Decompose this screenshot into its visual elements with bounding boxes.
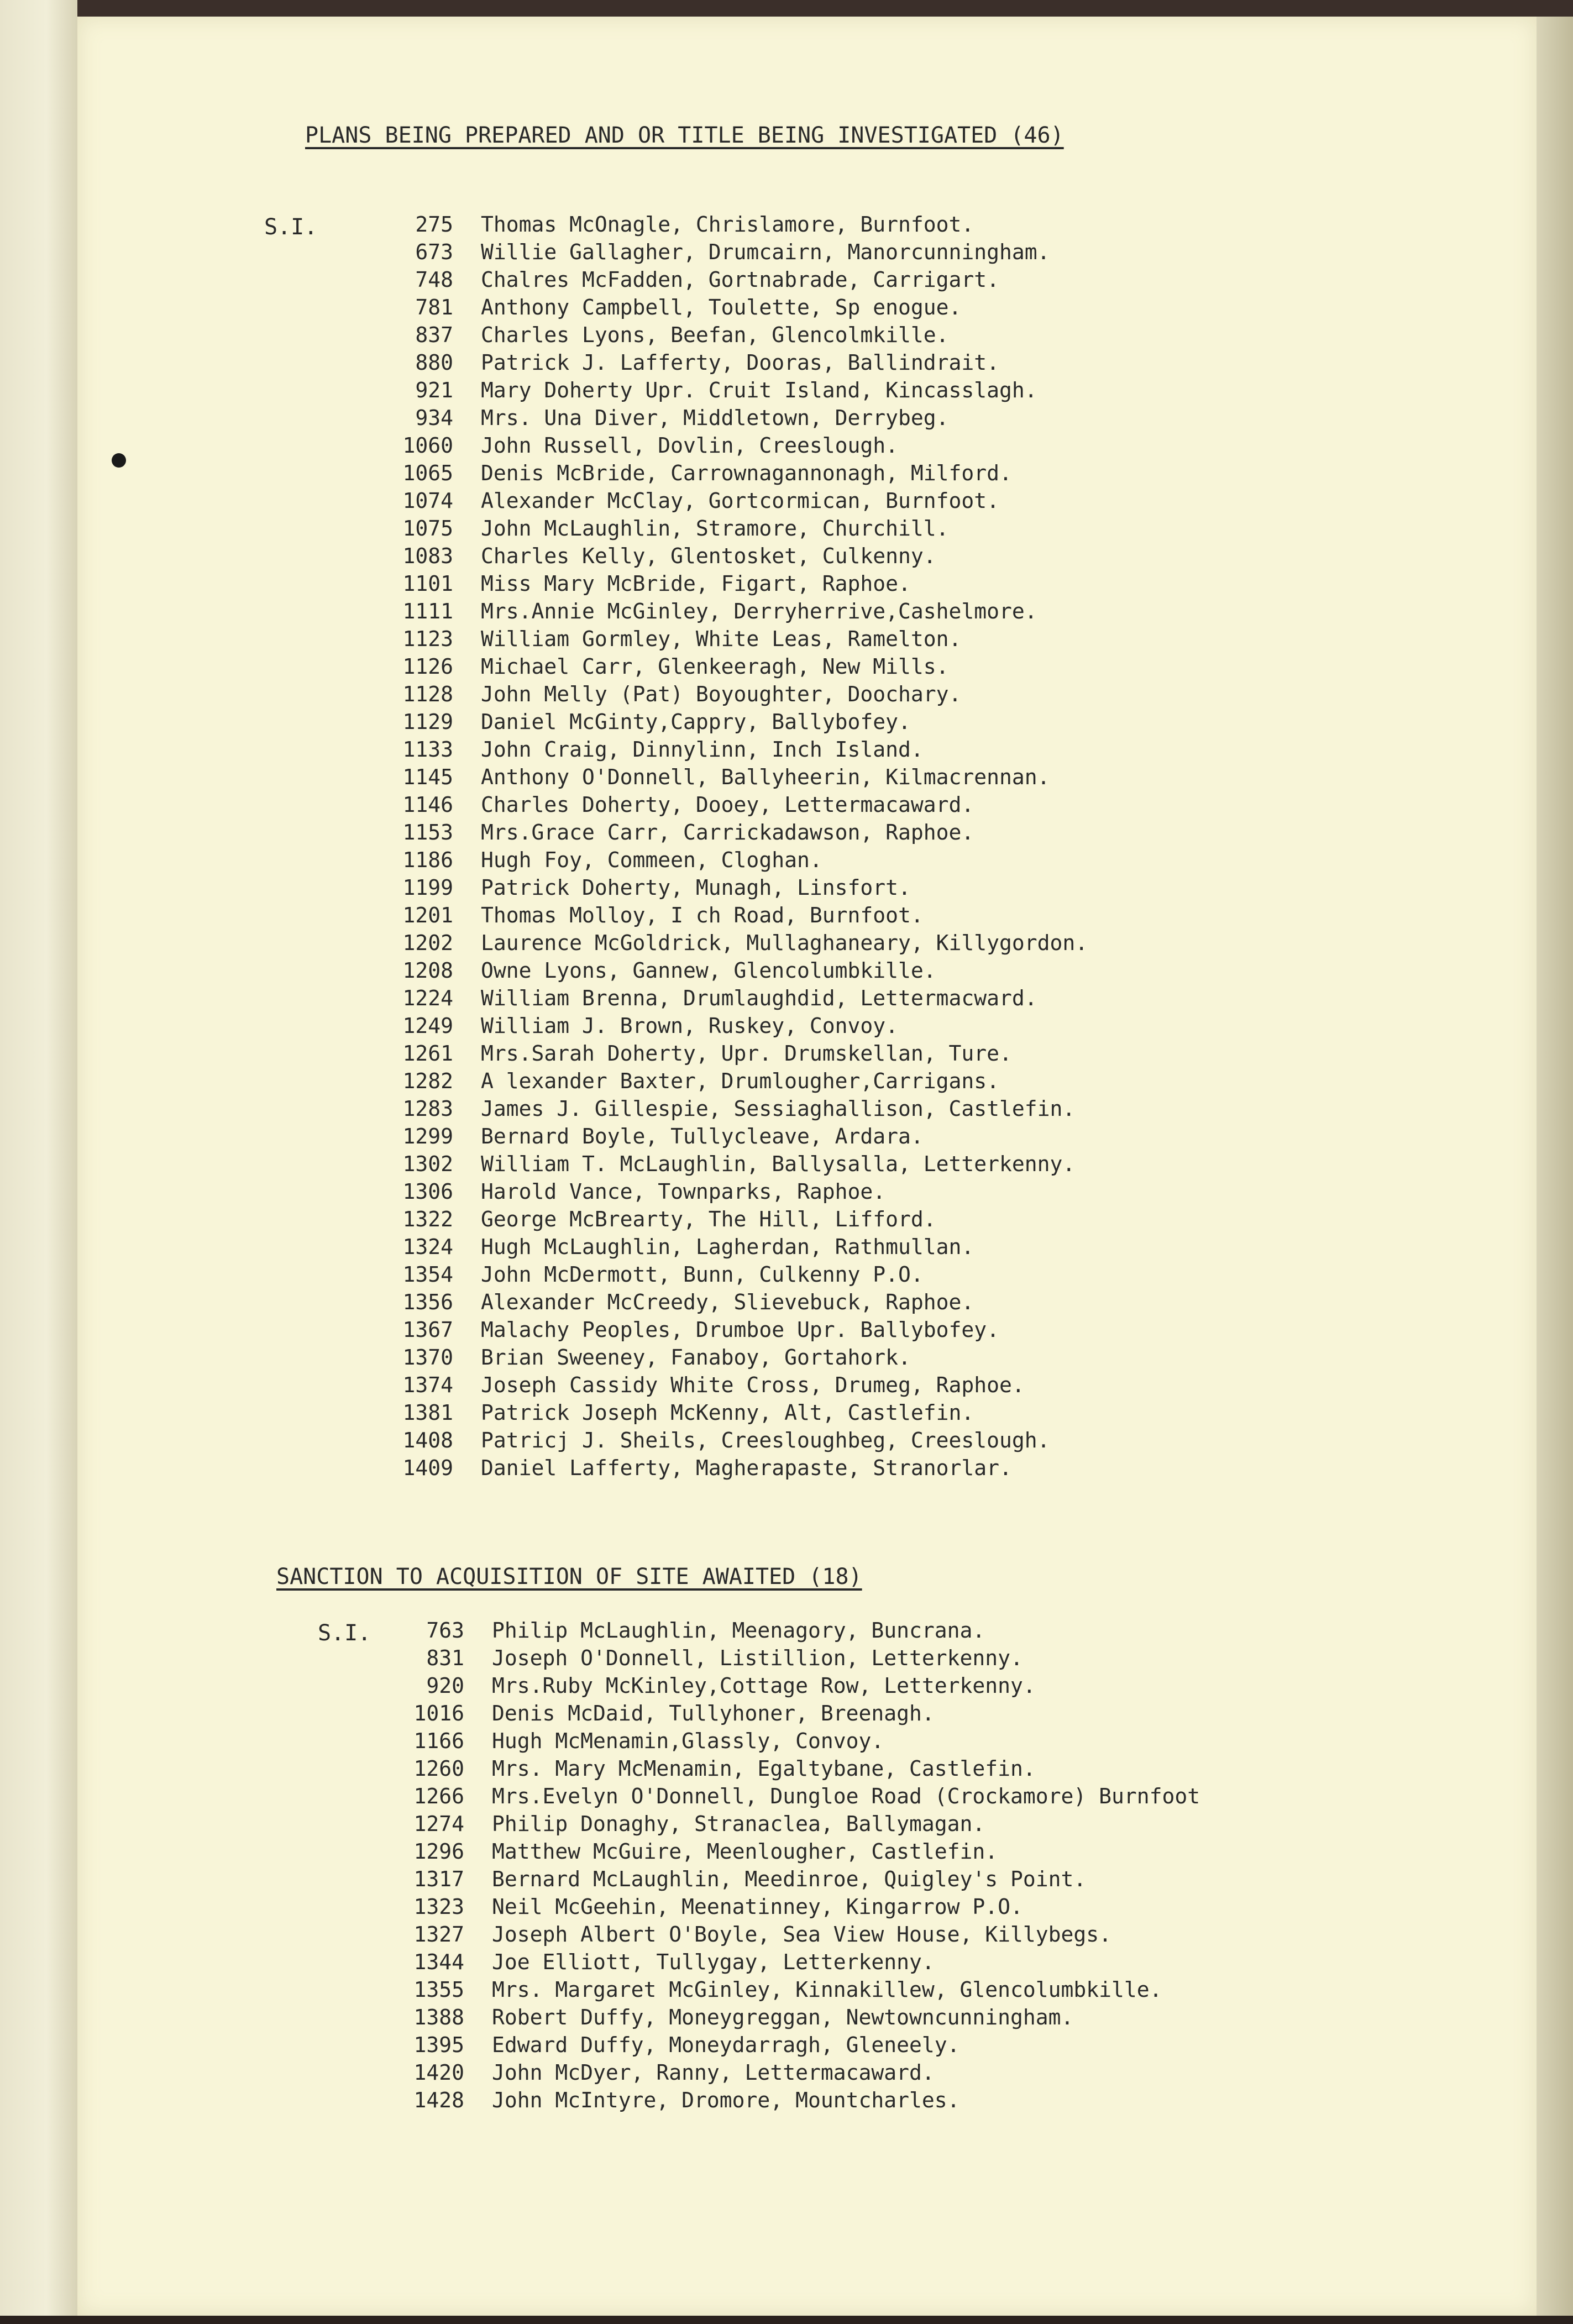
entry-text: Thomas McOnagle, Chrislamore, Burnfoot. [481,212,974,237]
si-number: 1060 [402,433,453,458]
si-number: 1123 [402,627,453,651]
si-number: 1145 [402,765,453,789]
si-number: 1299 [402,1124,453,1148]
entry-text: Anthony O'Donnell, Ballyheerin, Kilmacrennan. [481,765,1050,789]
si-number: 1202 [402,931,453,955]
entry-text: Mrs. Mary McMenamin, Egaltybane, Castlefin. [492,1756,1036,1781]
entry-text: Joseph Albert O'Boyle, Sea View House, Killybegs. [492,1922,1112,1947]
si-number: 1283 [402,1097,453,1121]
entry-text: William J. Brown, Ruskey, Convoy. [481,1014,898,1038]
si-number: 1266 [413,1784,464,1808]
entry-text: Mrs.Ruby McKinley,Cottage Row, Letterkenny. [492,1674,1036,1698]
page-edge [1537,17,1573,2316]
entry-text: Neil McGeehin, Meenatinney, Kingarrow P.O. [492,1895,1023,1919]
si-number: 1395 [413,2033,464,2057]
entry-text: Daniel McGinty,Cappry, Ballybofey. [481,710,911,734]
entry-text: Alexander McClay, Gortcormican, Burnfoot. [481,489,999,513]
entry-text: Charles Doherty, Dooey, Lettermacaward. [481,793,974,817]
si-number: 920 [426,1674,464,1698]
si-number: 781 [415,295,453,319]
si-number: 275 [415,212,453,237]
section-heading-sanction: SANCTION TO ACQUISITION OF SITE AWAITED (18) [276,1564,862,1589]
si-number: 1409 [402,1456,453,1480]
punch-hole-mark [112,453,126,468]
si-number: 1322 [402,1207,453,1231]
entry-text: Harold Vance, Townparks, Raphoe. [481,1179,886,1204]
si-number: 1126 [402,654,453,679]
si-number: 1261 [402,1041,453,1066]
entry-text: Daniel Lafferty, Magherapaste, Stranorlar. [481,1456,1012,1480]
entry-text: Patrick Doherty, Munagh, Linsfort. [481,875,911,900]
si-number: 1260 [413,1756,464,1781]
entry-text: Bernard Boyle, Tullycleave, Ardara. [481,1124,924,1148]
entry-text: John McDyer, Ranny, Lettermacaward. [492,2060,935,2085]
si-number: 1208 [402,958,453,983]
entry-text: George McBrearty, The Hill, Lifford. [481,1207,936,1231]
entry-text: Edward Duffy, Moneydarragh, Gleneely. [492,2033,960,2057]
entry-text: A lexander Baxter, Drumlougher,Carrigans. [481,1069,999,1093]
si-number: 748 [415,267,453,292]
entry-text: Philip McLaughlin, Meenagory, Buncrana. [492,1618,985,1643]
si-number: 1065 [402,461,453,485]
entry-text: Charles Kelly, Glentosket, Culkenny. [481,544,936,568]
si-number: 1374 [402,1373,453,1397]
entry-text: Mary Doherty Upr. Cruit Island, Kincasslagh. [481,378,1037,402]
entry-text: John McIntyre, Dromore, Mountcharles. [492,2088,960,2112]
entry-text: Brian Sweeney, Fanaboy, Gortahork. [481,1345,911,1370]
entry-text: Bernard McLaughlin, Meedinroe, Quigley's Point. [492,1867,1087,1891]
si-number: 1282 [402,1069,453,1093]
si-number: 1133 [402,737,453,762]
entry-text: Miss Mary McBride, Figart, Raphoe. [481,571,911,596]
si-number: 1302 [402,1152,453,1176]
si-number: 1153 [402,820,453,844]
si-number: 1344 [413,1950,464,1974]
entry-text: John Russell, Dovlin, Creeslough. [481,433,898,458]
entry-text: Hugh McLaughlin, Lagherdan, Rathmullan. [481,1235,974,1259]
facing-page [0,0,77,2324]
si-number: 921 [415,378,453,402]
si-number: 1199 [402,875,453,900]
entry-text: John McLaughlin, Stramore, Churchill. [481,516,949,541]
entry-text: Mrs.Grace Carr, Carrickadawson, Raphoe. [481,820,974,844]
si-number: 1111 [402,599,453,623]
entry-text: William Gormley, White Leas, Ramelton. [481,627,962,651]
entry-text: Patrick J. Lafferty, Dooras, Ballindrait. [481,350,999,375]
entry-text: John McDermott, Bunn, Culkenny P.O. [481,1262,924,1287]
entry-text: Joseph Cassidy White Cross, Drumeg, Raphoe. [481,1373,1025,1397]
entry-text: Mrs. Una Diver, Middletown, Derrybeg. [481,406,949,430]
si-number: 1317 [413,1867,464,1891]
entry-text: Denis McBride, Carrownagannonagh, Milford. [481,461,1012,485]
si-number: 1408 [402,1428,453,1452]
si-number: 1083 [402,544,453,568]
si-number: 1274 [413,1812,464,1836]
si-label-plans: S.I. [264,214,318,240]
si-number: 934 [415,406,453,430]
si-number: 1356 [402,1290,453,1314]
entry-text: Patricj J. Sheils, Creesloughbeg, Creeslough. [481,1428,1050,1452]
entry-text: Robert Duffy, Moneygreggan, Newtowncunningham. [492,2005,1074,2029]
si-number: 1016 [413,1701,464,1725]
si-number: 1075 [402,516,453,541]
si-number: 1355 [413,1977,464,2002]
entry-text: Mrs.Annie McGinley, Derryherrive,Cashelmore. [481,599,1037,623]
si-number: 1370 [402,1345,453,1370]
entry-text: Malachy Peoples, Drumboe Upr. Ballybofey. [481,1318,999,1342]
entry-text: Mrs. Margaret McGinley, Kinnakillew, Glencolumbkille. [492,1977,1162,2002]
entry-text: Patrick Joseph McKenny, Alt, Castlefin. [481,1400,974,1425]
scan-border [0,2316,1573,2324]
entry-text: Hugh McMenamin,Glassly, Convoy. [492,1729,884,1753]
entry-text: William T. McLaughlin, Ballysalla, Letterkenny. [481,1152,1076,1176]
si-number: 1324 [402,1235,453,1259]
entry-text: Laurence McGoldrick, Mullaghaneary, Killygordon. [481,931,1088,955]
si-number: 880 [415,350,453,375]
si-number: 1249 [402,1014,453,1038]
entry-text: Denis McDaid, Tullyhoner, Breenagh. [492,1701,935,1725]
si-number: 1146 [402,793,453,817]
section-heading-plans: PLANS BEING PREPARED AND OR TITLE BEING INVESTIGATED (46) [305,123,1064,148]
si-number: 673 [415,240,453,264]
entry-text: Philip Donaghy, Stranaclea, Ballymagan. [492,1812,985,1836]
entry-text: Mrs.Evelyn O'Donnell, Dungloe Road (Crockamore) Burnfoot [492,1784,1200,1808]
entry-text: Charles Lyons, Beefan, Glencolmkille. [481,323,949,347]
entry-text: William Brenna, Drumlaughdid, Lettermacward. [481,986,1037,1010]
si-number: 1388 [413,2005,464,2029]
si-number: 1354 [402,1262,453,1287]
entry-text: Alexander McCreedy, Slievebuck, Raphoe. [481,1290,974,1314]
entry-text: Mrs.Sarah Doherty, Upr. Drumskellan, Ture. [481,1041,1012,1066]
si-number: 1428 [413,2088,464,2112]
si-number: 1101 [402,571,453,596]
si-number: 831 [426,1646,464,1670]
entry-text: Anthony Campbell, Toulette, Sp enogue. [481,295,962,319]
entry-text: Michael Carr, Glenkeeragh, New Mills. [481,654,949,679]
si-label-sanction: S.I. [318,1620,371,1646]
si-number: 1129 [402,710,453,734]
entry-text: Chalres McFadden, Gortnabrade, Carrigart. [481,267,999,292]
si-number: 1166 [413,1729,464,1753]
si-number: 1128 [402,682,453,706]
si-number: 1327 [413,1922,464,1947]
entry-text: John Melly (Pat) Boyoughter, Doochary. [481,682,962,706]
si-number: 837 [415,323,453,347]
si-number: 1074 [402,489,453,513]
si-number: 1367 [402,1318,453,1342]
entry-text: Joseph O'Donnell, Listillion, Letterkenny. [492,1646,1023,1670]
entry-text: Willie Gallagher, Drumcairn, Manorcunningham. [481,240,1050,264]
entry-text: John Craig, Dinnylinn, Inch Island. [481,737,924,762]
si-number: 1186 [402,848,453,872]
entry-text: James J. Gillespie, Sessiaghallison, Castlefin. [481,1097,1076,1121]
entry-text: Matthew McGuire, Meenlougher, Castlefin. [492,1839,998,1864]
si-number: 1201 [402,903,453,927]
si-number: 1323 [413,1895,464,1919]
si-number: 1306 [402,1179,453,1204]
si-number: 1296 [413,1839,464,1864]
entry-text: Thomas Molloy, I ch Road, Burnfoot. [481,903,924,927]
entry-text: Joe Elliott, Tullygay, Letterkenny. [492,1950,935,1974]
si-number: 1381 [402,1400,453,1425]
si-number: 1224 [402,986,453,1010]
entry-text: Owne Lyons, Gannew, Glencolumbkille. [481,958,936,983]
si-number: 1420 [413,2060,464,2085]
si-number: 763 [426,1618,464,1643]
entry-text: Hugh Foy, Commeen, Cloghan. [481,848,822,872]
